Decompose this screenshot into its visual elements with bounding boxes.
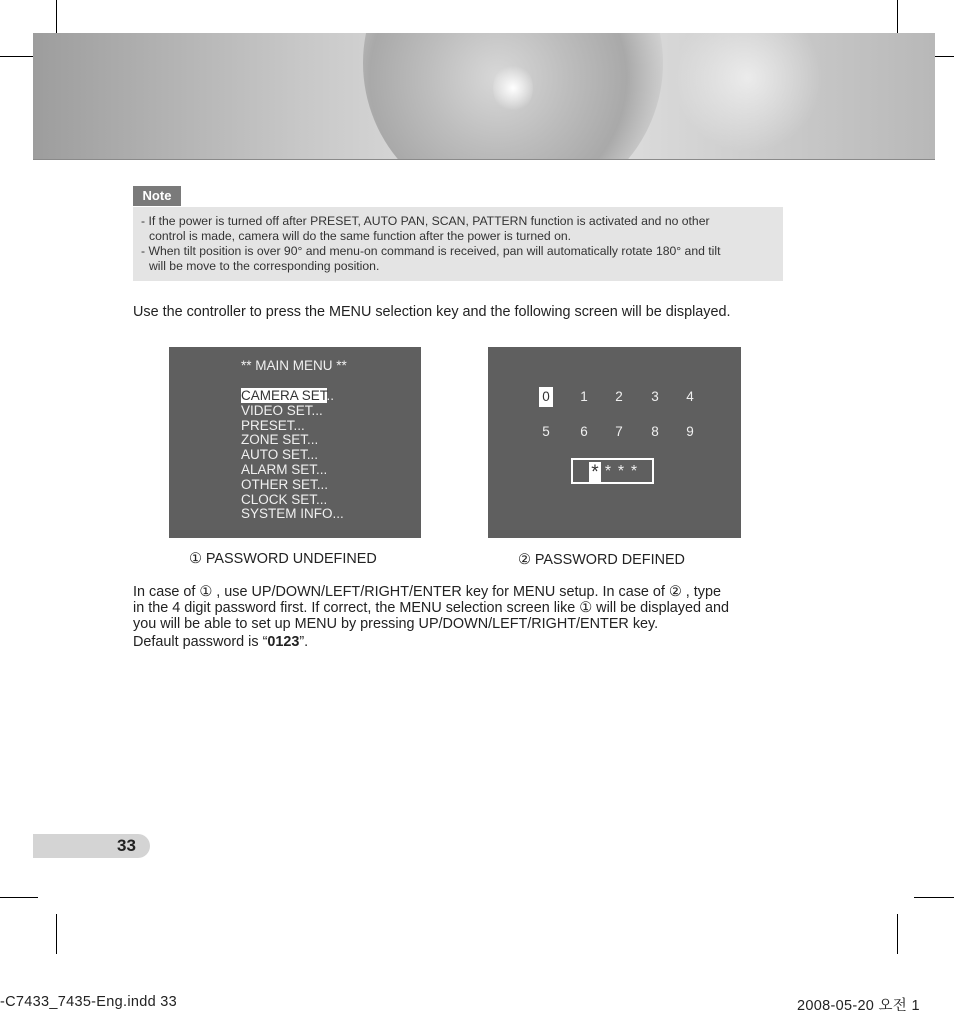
- footer-date: 2008-05-20 오전 1: [797, 998, 920, 1014]
- password-screen: [488, 347, 741, 538]
- banner-edge: [33, 159, 935, 160]
- digit-key: 0: [539, 387, 553, 407]
- menu-item-suffix: ..: [326, 388, 335, 403]
- note-label: Note: [133, 186, 181, 206]
- password-char: *: [589, 462, 601, 483]
- crop-mark: [914, 897, 954, 898]
- footer-filename: -C7433_7435-Eng.indd 33: [0, 994, 178, 1010]
- menu-item-camera-set: [241, 388, 334, 403]
- crop-mark: [0, 897, 38, 898]
- digit-key: 8: [651, 424, 659, 439]
- menu-item: ZONE SET...: [241, 432, 319, 447]
- lens-highlight: [673, 33, 823, 153]
- digit-key: 5: [542, 424, 550, 439]
- default-prefix: Default password is “: [133, 634, 268, 650]
- digit-key: 2: [615, 389, 623, 404]
- menu-item: ALARM SET...: [241, 462, 328, 477]
- main-menu-title: ** MAIN MENU **: [241, 358, 347, 373]
- lens-highlight: [493, 63, 533, 113]
- intro-text: Use the controller to press the MENU selection key and the following screen will be displayed.: [133, 304, 731, 320]
- default-suffix: ”.: [299, 634, 309, 650]
- menu-item: OTHER SET...: [241, 477, 329, 492]
- note-line: will be move to the corresponding position.: [149, 259, 380, 273]
- note-line: - If the power is turned off after PRESET, AUTO PAN, SCAN, PATTERN function is activated and no other: [141, 214, 710, 228]
- menu-item: VIDEO SET...: [241, 403, 323, 418]
- digit-key: 6: [580, 424, 588, 439]
- caption-password-undefined: ① PASSWORD UNDEFINED: [189, 551, 377, 567]
- menu-item: AUTO SET...: [241, 447, 319, 462]
- header-banner: [33, 33, 935, 160]
- digit-key: 1: [580, 389, 588, 404]
- note-line: control is made, camera will do the same function after the power is turned on.: [149, 229, 572, 243]
- page-number: 33: [117, 836, 136, 855]
- digit-key: 7: [615, 424, 623, 439]
- menu-item-highlight: CAMERA SET: [241, 388, 327, 403]
- default-password-line: [133, 634, 308, 650]
- body-line: In case of ① , use UP/DOWN/LEFT/RIGHT/ENTER key for MENU setup. In case of ② , type: [133, 584, 721, 600]
- password-char: *: [630, 463, 638, 480]
- password-char: *: [617, 463, 625, 480]
- menu-item: PRESET...: [241, 418, 305, 433]
- caption-password-defined: ② PASSWORD DEFINED: [518, 552, 685, 568]
- digit-key: 4: [686, 389, 694, 404]
- digit-key: 3: [651, 389, 659, 404]
- digit-key: 9: [686, 424, 694, 439]
- default-password-value: 0123: [267, 634, 300, 650]
- menu-item: CLOCK SET...: [241, 492, 328, 507]
- password-char: *: [604, 463, 612, 480]
- menu-item: SYSTEM INFO...: [241, 506, 344, 521]
- crop-mark: [897, 914, 898, 954]
- body-line: in the 4 digit password first. If correct, the MENU selection screen like ① will be displayed and: [133, 600, 729, 616]
- note-line: - When tilt position is over 90° and menu-on command is received, pan will automatically rotate 180° and tilt: [141, 244, 721, 258]
- body-line: you will be able to set up MENU by pressing UP/DOWN/LEFT/RIGHT/ENTER key.: [133, 616, 659, 632]
- crop-mark: [56, 914, 57, 954]
